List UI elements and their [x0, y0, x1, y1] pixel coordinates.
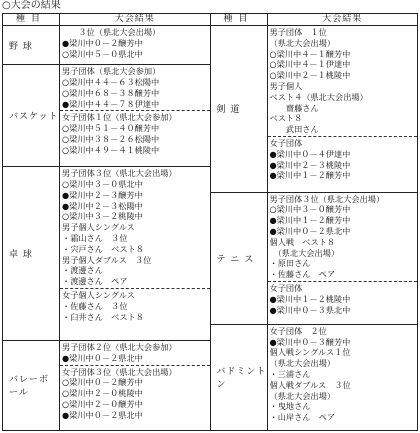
result-line: ●梁川中０－３県北中 — [269, 304, 351, 315]
result-group — [60, 289, 210, 323]
result-line: ●梁川中０－４伊達中 — [269, 148, 351, 159]
result-line: ○梁川中２－０桃陵中 — [62, 388, 143, 399]
result-line: ●梁川中２－３松陽中 — [62, 200, 143, 211]
result-line: ○梁川中４－１伊達中 — [269, 59, 351, 70]
table-header — [3, 14, 210, 26]
result-line: ○梁川中３－０醸芳中 — [269, 204, 351, 215]
result-line: 男子個人ダブルス ３位 — [62, 254, 152, 265]
result-line: ○梁川中３－０県北中 — [62, 179, 143, 189]
result-line: ・渡邊さん — [62, 265, 103, 276]
result-line: ・佐藤さん ３位 — [62, 300, 128, 311]
results-column-right — [210, 14, 418, 430]
result-group — [268, 282, 418, 316]
sport-results — [60, 65, 210, 166]
result-line: ・宍戸さん ベスト８ — [62, 243, 144, 254]
result-line: 男子団体３位（県北大会出場） — [269, 193, 385, 204]
result-line: ●梁川中０－３醸芳中 — [269, 336, 351, 347]
sport-row — [211, 193, 418, 325]
result-group — [60, 65, 210, 111]
result-line: ○梁川中６８－３８醸芳中 — [62, 87, 160, 98]
result-line: ●梁川中０－２県北中 — [62, 409, 143, 420]
result-group — [268, 137, 418, 182]
result-line: ベスト４（県北大会出場） — [269, 91, 368, 102]
result-line: ・曳地さん — [269, 401, 311, 412]
sport-results — [268, 26, 418, 192]
result-line: 女子個人シングルス — [62, 289, 135, 300]
result-line: 男子団体（県北大会参加） — [62, 66, 161, 77]
sport-name: バスケット — [3, 65, 60, 166]
result-line: ●梁川中０－２醸芳中 — [62, 37, 143, 48]
result-line: ○梁川中４９－４１桃陵中 — [62, 144, 160, 155]
result-line: ●梁川中１－２醸芳中 — [269, 170, 351, 181]
result-group — [60, 366, 210, 422]
result-line: ・渡邊さん ペア — [62, 276, 128, 287]
results-table — [2, 13, 418, 431]
result-line: （県北大会出場） — [269, 247, 340, 258]
sport-results — [60, 167, 210, 340]
result-line: 男子団体３位（県北大会出場） — [62, 168, 177, 179]
result-line: 男子団体 １位 — [269, 27, 327, 37]
result-line: ○梁川中３８－２６松陽中 — [62, 133, 160, 144]
result-line: 齋藤さん — [269, 102, 319, 113]
sport-results — [60, 26, 210, 64]
result-line: ・山岸さん ペア — [269, 412, 336, 423]
result-line: 武田さん — [269, 124, 319, 135]
result-group — [60, 167, 210, 289]
result-group — [60, 341, 210, 366]
result-group — [268, 193, 418, 282]
result-line: ●梁川中４４－７８伊達中 — [62, 98, 160, 109]
sport-name: 野 球 — [3, 26, 60, 64]
result-line: ○梁川中３－２桃陵中 — [62, 211, 143, 222]
result-line: ・三浦さん — [269, 369, 311, 380]
result-line: 男子団体２位（県北大会参加） — [62, 341, 177, 352]
result-line: ●梁川中２－３醸芳中 — [62, 189, 143, 200]
result-line: ●梁川中２－３桃陵中 — [269, 159, 351, 170]
result-line: 男子個人シングルス — [62, 222, 135, 233]
result-group — [268, 26, 418, 137]
sport-name: 剣 道 — [211, 26, 268, 192]
result-line: ○梁川中４－１醸芳中 — [269, 48, 351, 59]
header-event: 種目 — [3, 14, 60, 25]
header-results: 大会結果 — [322, 14, 363, 24]
result-line: 個人戦シングルス１位 — [269, 347, 351, 358]
result-line: 個人戦 ベスト８ — [269, 236, 336, 247]
result-line: ●梁川中１－２醸芳中 — [269, 215, 351, 226]
page-title: ○大会の結果 — [2, 0, 61, 11]
result-line: 女子団体３位（県北大会出場） — [62, 366, 177, 377]
result-line: ●梁川中０－２県北中 — [62, 352, 143, 363]
sport-results — [268, 325, 418, 430]
result-line: 女子団体１位（県北大会参加） — [62, 112, 177, 123]
sport-results — [60, 341, 210, 430]
result-line: ・臼井さん ベスト８ — [62, 311, 144, 322]
result-line: 女子団体 ２位 — [269, 325, 327, 336]
sport-name: バドミントン — [211, 325, 268, 430]
result-group — [60, 111, 210, 156]
header-event: 種目 — [211, 14, 268, 25]
sport-row — [3, 26, 210, 65]
results-column-left — [3, 14, 210, 430]
sport-results — [268, 193, 418, 324]
result-line: （県北大会出場） — [269, 390, 336, 401]
result-line: 女子団体 — [269, 282, 303, 293]
result-line: 女子団体 — [269, 137, 303, 148]
result-line: 個人戦ダブルス ３位 — [269, 379, 351, 390]
sport-row — [3, 65, 210, 167]
result-line: ○梁川中０－２醸芳中 — [62, 377, 143, 388]
result-line: ●梁川中０－２県北中 — [269, 225, 351, 236]
result-line: ○梁川中５－０県北中 — [62, 48, 143, 59]
sport-row — [211, 325, 418, 430]
sport-name: テ ニ ス — [211, 193, 268, 324]
sport-row — [211, 26, 418, 193]
result-line: ３位（県北大会出場） — [62, 27, 161, 37]
result-line: ●梁川中１－２桃陵中 — [269, 293, 351, 304]
result-line: ○梁川中２－０醸芳中 — [62, 398, 143, 409]
sport-name: バレーボール — [3, 341, 60, 430]
header-results: 大会結果 — [114, 14, 155, 24]
result-line: 男子個人 — [269, 80, 303, 91]
result-line: （県北大会出場） — [269, 358, 336, 369]
sport-row — [3, 341, 210, 430]
result-group — [268, 325, 418, 424]
result-line: ○梁川中２－１桃陵中 — [269, 70, 351, 81]
table-header — [211, 14, 418, 26]
sport-name: 卓 球 — [3, 167, 60, 340]
result-line: ・原田さん — [269, 258, 311, 269]
result-line: ・霜山さん ３位 — [62, 232, 128, 243]
result-line: （県北大会出場） — [269, 37, 336, 48]
result-line: ベスト８ — [269, 113, 303, 124]
sport-row — [3, 167, 210, 341]
result-line: ・佐藤さん ペア — [269, 269, 336, 280]
result-line: ○梁川中４４－６３松陽中 — [62, 76, 160, 87]
result-line: ○梁川中５１－４０醸芳中 — [62, 123, 160, 134]
result-group — [60, 26, 210, 60]
